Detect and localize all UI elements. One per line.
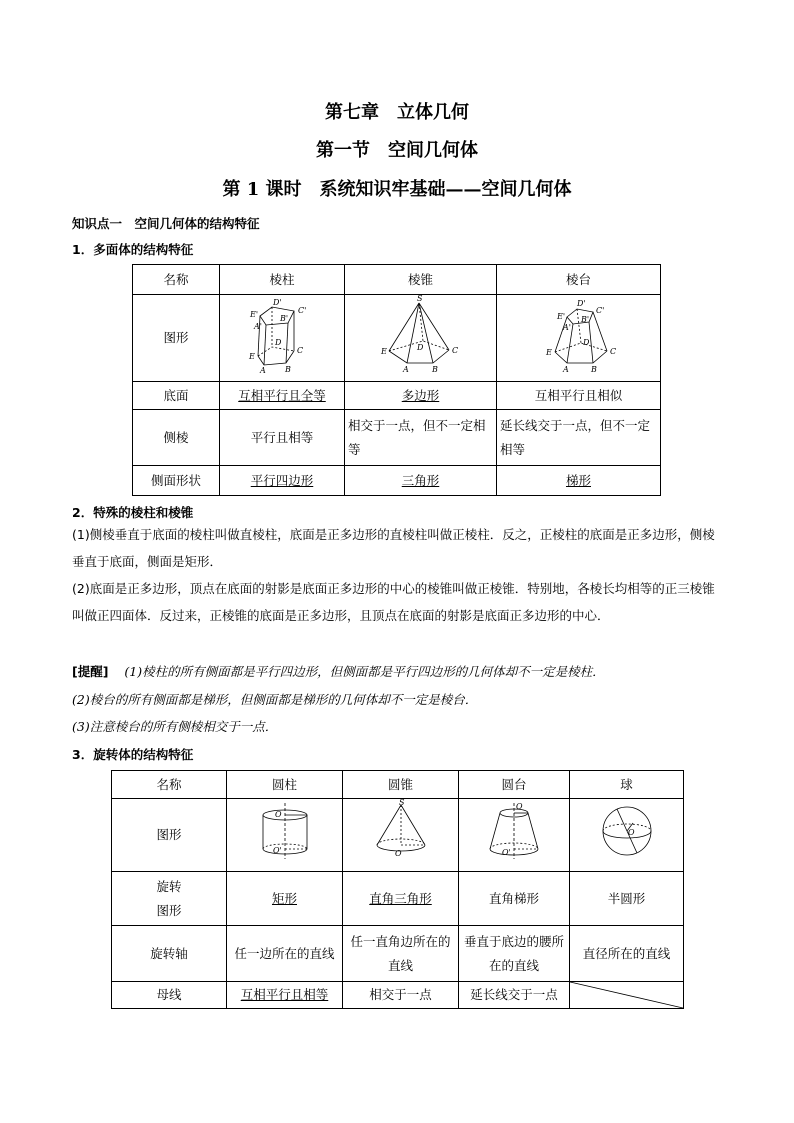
knowledge-point-heading: 知识点一 空间几何体的结构特征	[72, 216, 260, 231]
vertex-label: E'	[250, 310, 259, 319]
vertex-label: C'	[595, 306, 604, 315]
table-cell: 三角形	[345, 466, 497, 496]
table-header: 圆柱	[227, 771, 343, 799]
table-header: 棱柱	[220, 265, 345, 295]
vertex-label: C'	[298, 306, 307, 315]
table-cell: 图形	[133, 295, 220, 382]
vertex-label: S	[416, 295, 422, 303]
vertex-label: A'	[254, 322, 262, 331]
vertex-label: B'	[280, 314, 289, 323]
point-label: O'	[502, 848, 511, 857]
section-title: 第一节 空间几何体	[316, 140, 478, 161]
point-label: O	[274, 810, 282, 819]
chapter-title: 第七章 立体几何	[325, 102, 469, 123]
table-cell: 矩形	[227, 872, 343, 926]
table-cell: 直角梯形	[459, 872, 570, 926]
table-cell: 延长线交于一点，但不一定相等	[497, 410, 661, 466]
cone-figure-cell	[343, 799, 459, 872]
table-cell: 直径所在的直线	[570, 926, 684, 982]
tip-line-3: (3)注意棱台的所有侧棱相交于一点．	[72, 719, 278, 734]
table-cell: 相交于一点	[343, 982, 459, 1009]
table-header: 球	[570, 771, 684, 799]
table-cell: 梯形	[497, 466, 661, 496]
prism-figure-cell	[220, 295, 345, 382]
vertex-label: E	[249, 352, 255, 361]
rotation-table	[111, 770, 684, 1009]
point-label: O	[627, 828, 635, 837]
table-cell: 多边形	[345, 382, 497, 410]
paragraph-1: (1)侧棱垂直于底面的棱柱叫做直棱柱，底面是正多边形的直棱柱叫做正棱柱．反之，正棱柱的底面是正多边形，侧棱垂直于底面，侧面是矩形．	[72, 527, 715, 569]
table-cell: 相交于一点，但不一定相等	[345, 410, 497, 466]
sphere-figure	[587, 799, 667, 863]
vertex-label: B	[285, 365, 291, 373]
vertex-label: E	[545, 348, 552, 357]
vertex-label: B	[431, 365, 438, 373]
vertex-label: C	[451, 346, 458, 355]
table-header: 棱台	[497, 265, 661, 295]
vertex-label: B	[590, 365, 597, 373]
tip-line-1	[72, 662, 605, 680]
vertex-label: C	[297, 346, 304, 355]
table-cell: 平行四边形	[220, 466, 345, 496]
table-cell: 垂直于底边的腰所在的直线	[459, 926, 570, 982]
cylinder-figure	[245, 799, 325, 863]
vertex-label: C	[609, 347, 616, 356]
table-header: 名称	[112, 771, 227, 799]
frustum-figure-cell	[497, 295, 661, 382]
frustum-round-figure-cell	[459, 799, 570, 872]
table-cell: 任一边所在的直线	[227, 926, 343, 982]
vertex-label: E'	[556, 312, 565, 321]
table-cell: 母线	[112, 982, 227, 1009]
vertex-label: D	[582, 338, 589, 347]
table-cell: 任一直角边所在的直线	[343, 926, 459, 982]
point-label: O	[394, 849, 402, 858]
sphere-figure-cell	[570, 799, 684, 872]
row-label: 旋转	[156, 878, 182, 894]
frustum-figure	[529, 295, 629, 373]
table-cell: 直角三角形	[343, 872, 459, 926]
table-cell: 图形	[112, 799, 227, 872]
vertex-label: A	[562, 365, 569, 373]
vertex-label: D'	[273, 298, 282, 307]
table-cell: 旋转轴	[112, 926, 227, 982]
frustum-round-figure	[474, 799, 554, 863]
table-header: 圆台	[459, 771, 570, 799]
table-header: 圆锥	[343, 771, 459, 799]
point-label: S	[398, 799, 404, 807]
table-header: 棱锥	[345, 265, 497, 295]
table-cell: 侧面形状	[133, 466, 220, 496]
table-cell: 互相平行且相似	[497, 382, 661, 410]
vertex-label: D	[416, 343, 423, 352]
table-cell: 侧棱	[133, 410, 220, 466]
vertex-label: E	[380, 347, 387, 356]
table-cell: 互相平行且相等	[227, 982, 343, 1009]
empty-diagonal-cell	[570, 982, 684, 1009]
table-cell: 底面	[133, 382, 220, 410]
polyhedron-heading: 1．多面体的结构特征	[72, 242, 194, 257]
polyhedron-table	[132, 264, 661, 496]
cone-figure	[361, 799, 441, 863]
lesson-title: 第 1 课时 系统知识牢基础——空间几何体	[222, 179, 572, 200]
pyramid-figure	[371, 295, 471, 373]
tip-text: (1)棱柱的所有侧面都是平行四边形，但侧面都是平行四边形的几何体却不一定是棱柱．	[124, 664, 605, 679]
diagonal-line	[570, 982, 683, 1008]
paragraph-2: (2)底面是正多边形，顶点在底面的射影是底面正多边形的中心的棱锥叫做正棱锥．特别地，各棱长均相等的正三棱锥叫做正四面体．反过来，正棱锥的底面是正多边形，且顶点在底面的射影是底面正多边形的中心．	[72, 581, 715, 623]
tip-label: [提醒]	[72, 664, 109, 679]
vertex-label: A	[402, 365, 409, 373]
point-label: O'	[272, 846, 282, 855]
vertex-label: D	[275, 338, 282, 347]
pyramid-figure-cell	[345, 295, 497, 382]
table-cell: 平行且相等	[220, 410, 345, 466]
row-label: 图形	[156, 902, 182, 918]
vertex-label: B'	[580, 315, 589, 324]
table-cell: 延长线交于一点	[459, 982, 570, 1009]
table-cell: 半圆形	[570, 872, 684, 926]
vertex-label: D'	[576, 299, 586, 308]
table-cell	[112, 872, 227, 926]
vertex-label: A	[260, 366, 266, 373]
tip-line-2: (2)棱台的所有侧面都是梯形，但侧面都是梯形的几何体却不一定是棱台．	[72, 692, 478, 707]
point-label: O	[516, 802, 523, 811]
vertex-label: A'	[562, 323, 571, 332]
table-cell: 互相平行且全等	[220, 382, 345, 410]
rotation-heading: 3．旋转体的结构特征	[72, 747, 194, 762]
special-heading: 2．特殊的棱柱和棱锥	[72, 505, 194, 520]
table-header: 名称	[133, 265, 220, 295]
prism-figure	[232, 295, 332, 373]
cylinder-figure-cell	[227, 799, 343, 872]
